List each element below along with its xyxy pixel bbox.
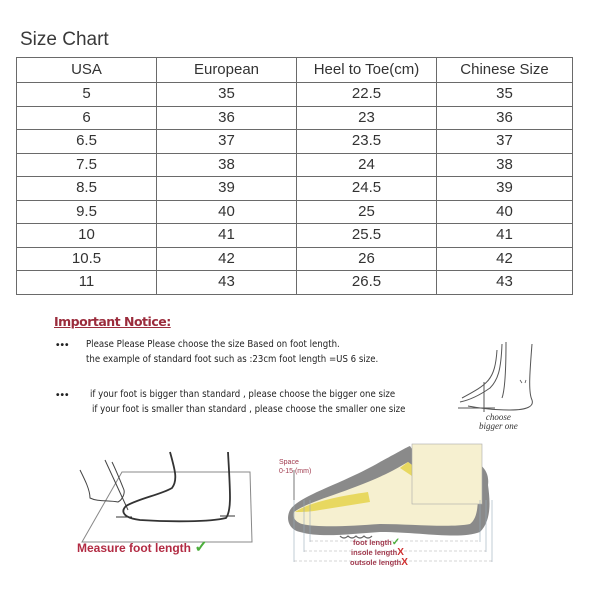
header-usa: USA <box>17 58 157 83</box>
cell-european: 42 <box>157 247 297 271</box>
measure-foot-length-label <box>77 537 208 557</box>
header-heel-to-toe: Heel to Toe(cm) <box>297 58 437 83</box>
measure-foot-illustration <box>60 450 260 550</box>
cell-heel-to-toe: 23 <box>297 106 437 130</box>
notice-line-1: Please Please Please choose the size Based on foot length. <box>86 339 340 350</box>
cell-heel-to-toe: 24 <box>297 153 437 177</box>
cell-chinese-size: 40 <box>437 200 573 224</box>
cell-chinese-size: 35 <box>437 83 573 107</box>
check-icon: ✓ <box>194 539 208 556</box>
cell-heel-to-toe: 24.5 <box>297 177 437 201</box>
important-notice-title: Important Notice: <box>54 314 171 329</box>
cell-heel-to-toe: 23.5 <box>297 130 437 154</box>
notice-line-3: if your foot is bigger than standard , please choose the bigger one size <box>90 389 396 400</box>
cell-usa: 6.5 <box>17 130 157 154</box>
cell-heel-to-toe: 25 <box>297 200 437 224</box>
space-label-line-1: Space <box>279 459 299 466</box>
cell-european: 39 <box>157 177 297 201</box>
cell-european: 35 <box>157 83 297 107</box>
caption-line-1: choose <box>485 412 511 422</box>
cell-european: 38 <box>157 153 297 177</box>
table-row <box>17 153 573 177</box>
cell-heel-to-toe: 25.5 <box>297 224 437 248</box>
size-chart-title: Size Chart <box>20 29 109 50</box>
cell-european: 37 <box>157 130 297 154</box>
cell-european: 41 <box>157 224 297 248</box>
foot-sketch-icon <box>450 340 590 420</box>
cell-chinese-size: 42 <box>437 247 573 271</box>
space-label <box>279 458 311 476</box>
table-row <box>17 177 573 201</box>
cell-usa: 5 <box>17 83 157 107</box>
cell-chinese-size: 41 <box>437 224 573 248</box>
table-row <box>17 83 573 107</box>
cell-chinese-size: 36 <box>437 106 573 130</box>
table-row <box>17 106 573 130</box>
cell-chinese-size: 39 <box>437 177 573 201</box>
table-row <box>17 271 573 295</box>
table-row <box>17 224 573 248</box>
bullet-icon: ••• <box>56 390 70 401</box>
cell-usa: 10.5 <box>17 247 157 271</box>
header-chinese-size: Chinese Size <box>437 58 573 83</box>
cell-usa: 6 <box>17 106 157 130</box>
outsole-length-text: outsole length <box>350 558 402 567</box>
cell-heel-to-toe: 26 <box>297 247 437 271</box>
size-chart-table <box>16 57 573 295</box>
cell-heel-to-toe: 22.5 <box>297 83 437 107</box>
cell-european: 40 <box>157 200 297 224</box>
table-row <box>17 247 573 271</box>
cell-chinese-size: 37 <box>437 130 573 154</box>
space-label-line-2: 0-15 (mm) <box>279 468 312 475</box>
bullet-icon: ••• <box>56 340 70 351</box>
cell-chinese-size: 38 <box>437 153 573 177</box>
cell-usa: 10 <box>17 224 157 248</box>
notice-line-2: the example of standard foot such as :23cm foot length =US 6 size. <box>86 354 379 365</box>
caption-line-2: bigger one <box>479 421 518 431</box>
table-row <box>17 200 573 224</box>
header-european: European <box>157 58 297 83</box>
cell-usa: 7.5 <box>17 153 157 177</box>
cell-european: 36 <box>157 106 297 130</box>
table-row <box>17 130 573 154</box>
foot-length-text: foot length <box>353 538 392 547</box>
check-icon: ✓ <box>391 537 401 548</box>
insole-length-text: insole length <box>351 548 398 557</box>
cell-usa: 11 <box>17 271 157 295</box>
measure-text: Measure foot length <box>77 541 192 555</box>
table-header-row <box>17 58 573 83</box>
cell-chinese-size: 43 <box>437 271 573 295</box>
cell-usa: 8.5 <box>17 177 157 201</box>
cell-european: 43 <box>157 271 297 295</box>
cell-heel-to-toe: 26.5 <box>297 271 437 295</box>
cross-icon: X <box>397 547 404 558</box>
cross-icon: X <box>401 557 408 568</box>
outsole-length-label <box>350 557 408 568</box>
notice-line-4: if your foot is smaller than standard , please choose the smaller one size <box>92 404 406 415</box>
cell-usa: 9.5 <box>17 200 157 224</box>
choose-bigger-caption <box>479 413 518 431</box>
